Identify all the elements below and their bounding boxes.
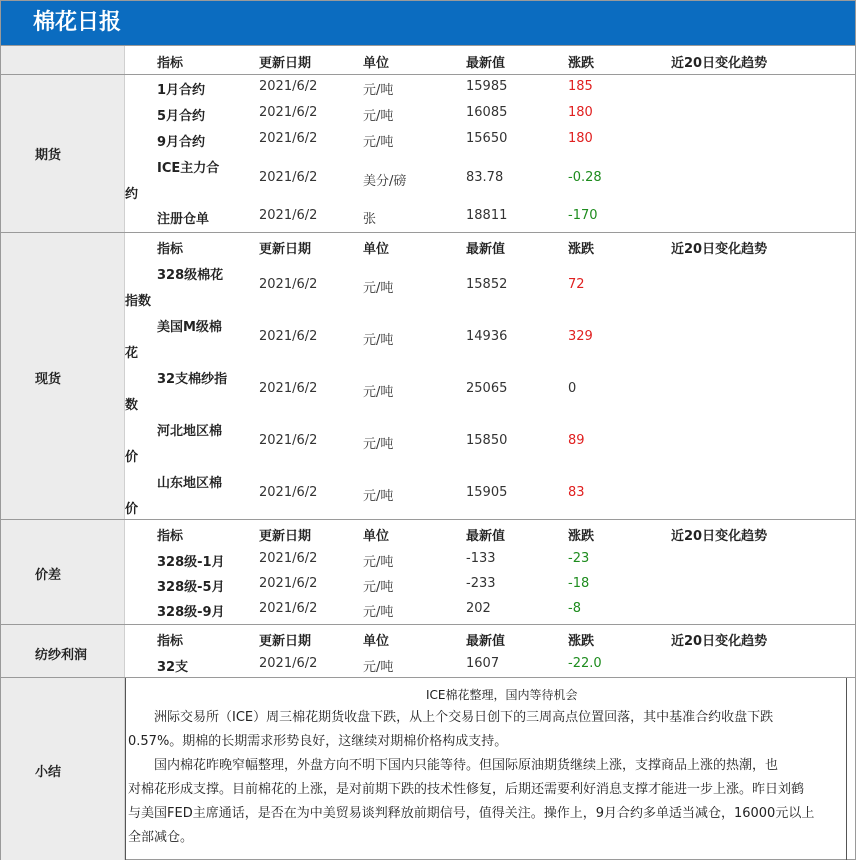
row-date: 2021/6/2 [259,381,318,396]
row-change: -23 [568,551,590,566]
row-date: 2021/6/2 [259,576,318,591]
row-unit: 元/吨 [363,333,394,348]
col-unit: 单位 [363,634,390,649]
row-name: 328级棉花 [157,268,224,283]
row-date: 2021/6/2 [259,329,318,344]
row-change: -0.28 [568,170,602,185]
row-date: 2021/6/2 [259,656,318,671]
summary-line: 国内棉花昨晚窄幅整理，外盘方向不明下国内只能等待。但国际原油期货继续上涨，支撑商品上涨的热潮，也 [128,758,779,773]
row-change: 185 [568,79,593,94]
row-date: 2021/6/2 [259,79,318,94]
row-name: ICE主力合 [157,161,220,176]
row-change: -22.0 [568,656,602,671]
col-latest: 最新值 [466,634,506,649]
row-unit: 张 [363,212,377,227]
summary-section [1,677,855,860]
row-unit: 元/吨 [363,437,394,452]
side-cell [1,75,125,232]
summary-line: 0.57%。期棉的长期需求形势良好，这继续对期棉价格构成支持。 [128,734,508,749]
row-name-wrap: 价 [125,450,139,465]
row-unit: 元/吨 [363,605,394,620]
row-name: 山东地区棉 [157,476,223,491]
summary-line: 与美国FED主席通话，是否在为中美贸易谈判释放前期信号，值得关注。操作上，9月合约多单适当减仓，16000元以上 [128,806,815,821]
row-date: 2021/6/2 [259,277,318,292]
row-value: 15850 [466,433,508,448]
col-trend: 近20日变化趋势 [671,56,768,71]
row-change: -170 [568,208,598,223]
summary-title: ICE棉花整理，国内等待机会 [426,688,578,702]
col-latest: 最新值 [466,56,506,71]
col-indicator: 指标 [157,242,184,257]
row-unit: 美分/磅 [363,174,407,189]
col-unit: 单位 [363,56,390,71]
row-date: 2021/6/2 [259,131,318,146]
col-change: 涨跌 [568,634,595,649]
row-value: -133 [466,551,496,566]
futures-section [1,74,855,232]
row-date: 2021/6/2 [259,601,318,616]
col-latest: 最新值 [466,529,506,544]
row-change: 0 [568,381,577,396]
row-change: 83 [568,485,585,500]
spot-section [1,232,855,519]
row-change: -8 [568,601,581,616]
row-value: 1607 [466,656,500,671]
row-value: 25065 [466,381,508,396]
col-date: 更新日期 [259,634,312,649]
row-date: 2021/6/2 [259,433,318,448]
row-name-wrap: 价 [125,502,139,517]
row-name-wrap: 数 [125,398,139,413]
row-date: 2021/6/2 [259,105,318,120]
row-name: 注册仓单 [157,212,210,227]
row-unit: 元/吨 [363,555,394,570]
side-cell [1,678,125,860]
row-change: 72 [568,277,585,292]
spread-section [1,519,855,624]
row-name-wrap: 约 [125,187,139,202]
row-unit: 元/吨 [363,660,394,675]
row-change: 89 [568,433,585,448]
row-change: 180 [568,131,593,146]
col-date: 更新日期 [259,56,312,71]
col-unit: 单位 [363,242,390,257]
col-indicator: 指标 [157,56,184,71]
row-date: 2021/6/2 [259,208,318,223]
row-name: 328级-5月 [157,580,225,595]
col-change: 涨跌 [568,242,595,257]
row-name: 1月合约 [157,83,206,98]
row-unit: 元/吨 [363,83,394,98]
row-name: 河北地区棉 [157,424,223,439]
row-unit: 元/吨 [363,109,394,124]
profit-label: 纺纱利润 [35,648,88,663]
row-unit: 元/吨 [363,385,394,400]
row-change: 180 [568,105,593,120]
row-value: 18811 [466,208,508,223]
col-indicator: 指标 [157,529,184,544]
col-trend: 近20日变化趋势 [671,634,768,649]
col-latest: 最新值 [466,242,506,257]
row-name: 美国M级棉 [157,320,222,335]
row-name-wrap: 指数 [125,294,152,309]
row-unit: 元/吨 [363,489,394,504]
summary-line: 对棉花形成支撑。目前棉花的上涨，是对前期下跌的技术性修复，后期还需要利好消息支撑才能进一步上涨。昨日刘鹤 [128,782,805,797]
profit-section [1,624,855,677]
top-header-section [1,45,855,74]
col-unit: 单位 [363,529,390,544]
col-date: 更新日期 [259,242,312,257]
col-change: 涨跌 [568,56,595,71]
row-value: 83.78 [466,170,504,185]
row-value: 15852 [466,277,508,292]
row-name: 32支棉纱指 [157,372,228,387]
row-value: 15905 [466,485,508,500]
row-value: 15985 [466,79,508,94]
row-value: 16085 [466,105,508,120]
row-unit: 元/吨 [363,135,394,150]
row-date: 2021/6/2 [259,170,318,185]
row-unit: 元/吨 [363,580,394,595]
row-change: -18 [568,576,590,591]
summary-box [125,678,847,860]
summary-label: 小结 [35,765,62,780]
spread-label: 价差 [35,568,62,583]
row-name: 328级-9月 [157,605,225,620]
col-change: 涨跌 [568,529,595,544]
col-indicator: 指标 [157,634,184,649]
row-value: -233 [466,576,496,591]
col-trend: 近20日变化趋势 [671,529,768,544]
row-date: 2021/6/2 [259,551,318,566]
spot-label: 现货 [35,372,62,387]
side-cell [1,233,125,519]
row-value: 14936 [466,329,508,344]
summary-line: 洲际交易所（ICE）周三棉花期货收盘下跌，从上个交易日创下的三周高点位置回落，其中基准合约收盘下跌 [128,710,774,725]
col-date: 更新日期 [259,529,312,544]
row-name: 5月合约 [157,109,206,124]
side-cell [1,46,125,74]
report-title: 棉花日报 [1,1,855,45]
row-value: 15650 [466,131,508,146]
row-name-wrap: 花 [125,346,139,361]
row-name: 32支 [157,660,189,675]
side-cell [1,520,125,624]
row-change: 329 [568,329,593,344]
row-unit: 元/吨 [363,281,394,296]
summary-line: 全部减仓。 [128,830,194,845]
futures-label: 期货 [35,148,62,163]
col-trend: 近20日变化趋势 [671,242,768,257]
row-name: 328级-1月 [157,555,225,570]
row-name: 9月合约 [157,135,206,150]
row-date: 2021/6/2 [259,485,318,500]
row-value: 202 [466,601,491,616]
